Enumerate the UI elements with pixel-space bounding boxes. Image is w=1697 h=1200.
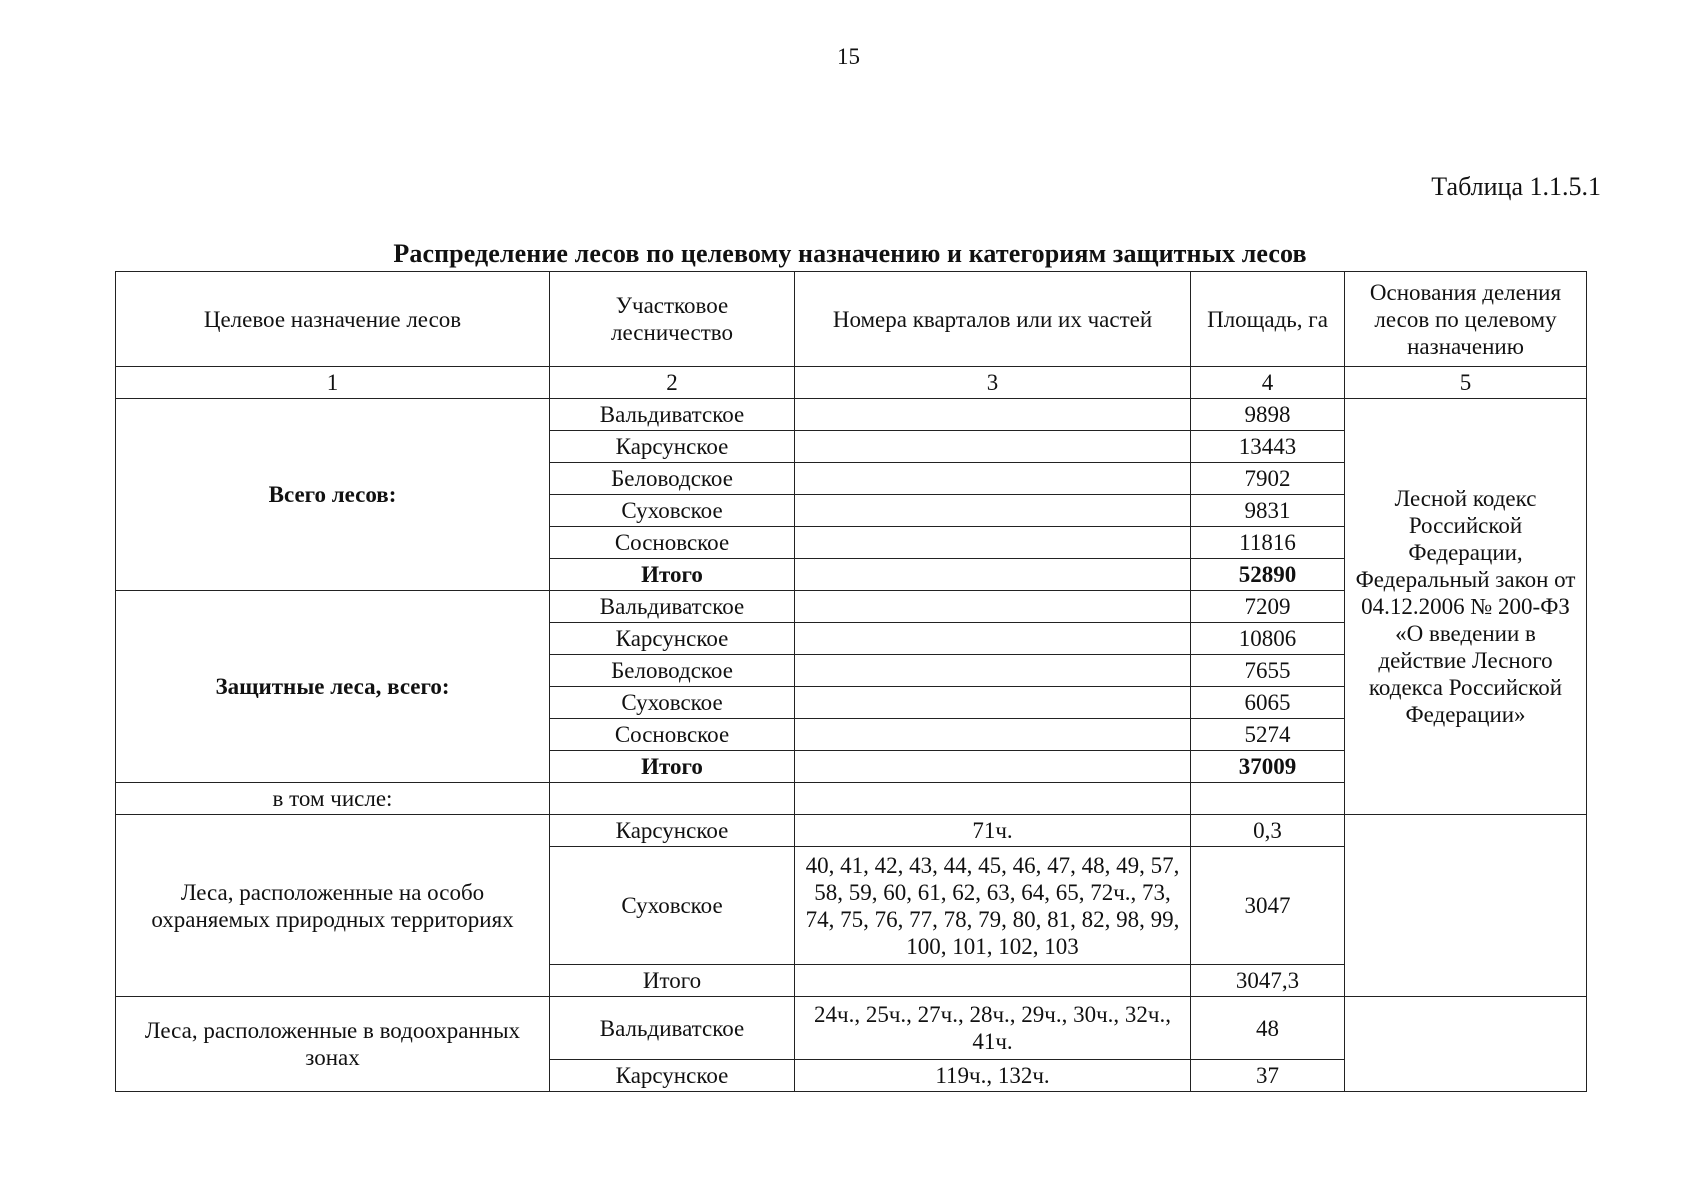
forestry-cell: Суховское xyxy=(550,847,795,965)
forestry-cell: Карсунское xyxy=(550,1060,795,1092)
area-cell: 11816 xyxy=(1191,527,1345,559)
quarters-cell xyxy=(795,399,1191,431)
area-cell: 7655 xyxy=(1191,655,1345,687)
column-number-row xyxy=(116,367,1587,399)
column-number: 2 xyxy=(550,367,795,399)
quarters-cell: 71ч. xyxy=(795,815,1191,847)
forestry-cell: Карсунское xyxy=(550,623,795,655)
page-number: 15 xyxy=(837,44,860,69)
header-legal-basis: Основания деления лесов по целевому назначению xyxy=(1345,272,1587,367)
forestry-cell: Сосновское xyxy=(550,719,795,751)
quarters-cell: 24ч., 25ч., 27ч., 28ч., 29ч., 30ч., 32ч., 41ч. xyxy=(795,997,1191,1060)
area-cell: 3047,3 xyxy=(1191,965,1345,997)
area-cell: 52890 xyxy=(1191,559,1345,591)
forestry-cell: Вальдиватское xyxy=(550,591,795,623)
column-number: 1 xyxy=(116,367,550,399)
column-number: 4 xyxy=(1191,367,1345,399)
area-cell: 9831 xyxy=(1191,495,1345,527)
area-cell: 48 xyxy=(1191,997,1345,1060)
quarters-cell xyxy=(795,559,1191,591)
legal-basis-empty-cell xyxy=(1345,815,1587,997)
forestry-cell: Вальдиватское xyxy=(550,399,795,431)
legal-basis-empty-cell xyxy=(1345,997,1587,1092)
area-cell: 6065 xyxy=(1191,687,1345,719)
quarters-cell xyxy=(795,687,1191,719)
area-cell: 10806 xyxy=(1191,623,1345,655)
forestry-cell: Итого xyxy=(550,559,795,591)
area-cell: 37 xyxy=(1191,1060,1345,1092)
header-forestry: Участковое лесничество xyxy=(550,272,795,367)
header-purpose: Целевое назначение лесов xyxy=(116,272,550,367)
quarters-cell xyxy=(795,431,1191,463)
header-area: Площадь, га xyxy=(1191,272,1345,367)
forestry-cell: Итого xyxy=(550,751,795,783)
quarters-cell xyxy=(795,527,1191,559)
area-cell: 13443 xyxy=(1191,431,1345,463)
quarters-cell xyxy=(795,965,1191,997)
group-label-total: Всего лесов: xyxy=(116,399,550,591)
area-cell: 0,3 xyxy=(1191,815,1345,847)
group-label-water-protection: Леса, расположенные в водоохранных зонах xyxy=(116,997,550,1092)
quarters-cell xyxy=(795,719,1191,751)
table-row xyxy=(116,399,1587,431)
group-label-protected-areas: Леса, расположенные на особо охраняемых природных территориях xyxy=(116,815,550,997)
forest-distribution-table xyxy=(115,271,1587,1092)
quarters-cell xyxy=(795,751,1191,783)
area-cell: 9898 xyxy=(1191,399,1345,431)
area-cell xyxy=(1191,783,1345,815)
table-caption: Таблица 1.1.5.1 xyxy=(1431,172,1601,201)
including-label: в том числе: xyxy=(116,783,550,815)
table-row xyxy=(116,997,1587,1060)
quarters-cell xyxy=(795,783,1191,815)
column-number: 3 xyxy=(795,367,1191,399)
forestry-cell xyxy=(550,783,795,815)
quarters-cell xyxy=(795,591,1191,623)
forestry-cell: Сосновское xyxy=(550,527,795,559)
column-number: 5 xyxy=(1345,367,1587,399)
area-cell: 37009 xyxy=(1191,751,1345,783)
legal-basis-cell: Лесной кодекс Российской Федерации, Федеральный закон от 04.12.2006 № 200-ФЗ «О введении в действие Лесного кодекса Российской Федерации» xyxy=(1345,399,1587,815)
group-label-protective: Защитные леса, всего: xyxy=(116,591,550,783)
forestry-cell: Беловодское xyxy=(550,463,795,495)
quarters-cell xyxy=(795,623,1191,655)
quarters-cell: 40, 41, 42, 43, 44, 45, 46, 47, 48, 49, 57, 58, 59, 60, 61, 62, 63, 64, 65, 72ч., 73, 74, 75, 76, 77, 78, 79, 80, 81, 82, 98, 99, 100, 101, 102, 103 xyxy=(795,847,1191,965)
forestry-cell: Вальдиватское xyxy=(550,997,795,1060)
forestry-cell: Суховское xyxy=(550,687,795,719)
forestry-cell: Беловодское xyxy=(550,655,795,687)
document-title: Распределение лесов по целевому назначению и категориям защитных лесов xyxy=(393,239,1307,268)
header-row xyxy=(116,272,1587,367)
forestry-cell: Карсунское xyxy=(550,431,795,463)
area-cell: 5274 xyxy=(1191,719,1345,751)
area-cell: 3047 xyxy=(1191,847,1345,965)
area-cell: 7209 xyxy=(1191,591,1345,623)
quarters-cell xyxy=(795,495,1191,527)
quarters-cell xyxy=(795,463,1191,495)
area-cell: 7902 xyxy=(1191,463,1345,495)
quarters-cell xyxy=(795,655,1191,687)
table-row xyxy=(116,815,1587,847)
quarters-cell: 119ч., 132ч. xyxy=(795,1060,1191,1092)
forestry-cell: Карсунское xyxy=(550,815,795,847)
header-quarters: Номера кварталов или их частей xyxy=(795,272,1191,367)
forestry-cell: Итого xyxy=(550,965,795,997)
forestry-cell: Суховское xyxy=(550,495,795,527)
